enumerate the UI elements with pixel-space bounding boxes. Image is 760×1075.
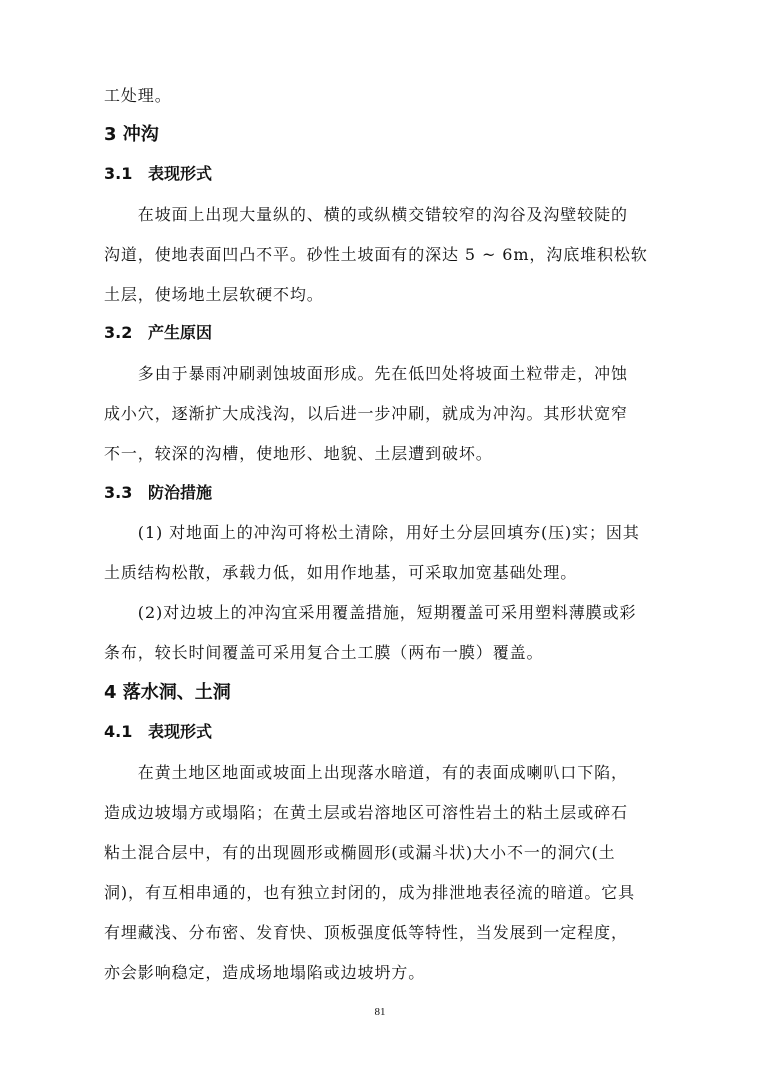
paragraph-line: (1) 对地面上的冲沟可将松土清除，用好土分层回填夯(压)实；因其 [104,523,640,542]
section-title: 表现形式 [148,722,213,741]
paragraph-line: (2)对边坡上的冲沟宜采用覆盖措施，短期覆盖可采用塑料薄膜或彩 [104,603,637,622]
section-number: 3.2 [104,323,133,342]
paragraph-line: 不一，较深的沟槽，使地形、地貌、土层遭到破坏。 [104,444,493,463]
section-number: 4.1 [104,722,133,741]
section-3-1-heading [104,164,212,184]
paragraph-line: 在坡面上出现大量纵的、横的或纵横交错较窄的沟谷及沟壁较陡的 [104,205,628,224]
section-4-heading: 4 落水洞、土洞 [104,682,231,703]
paragraph-line: 土层，使场地土层软硬不均。 [104,285,324,304]
paragraph-line: 在黄土地区地面或坡面上出现落水暗道，有的表面成喇叭口下陷， [104,763,628,782]
section-4-1-heading [104,722,212,742]
paragraph-line: 多由于暴雨冲刷剥蚀坡面形成。先在低凹处将坡面土粒带走，冲蚀 [104,364,628,383]
section-number: 3.3 [104,483,133,502]
section-title: 防治措施 [148,483,213,502]
paragraph-line: 土质结构松散，承载力低，如用作地基，可采取加宽基础处理。 [104,563,578,582]
paragraph-line: 粘土混合层中，有的出现圆形或椭圆形(或漏斗状)大小不一的洞穴(土 [104,843,616,862]
section-3-2-heading [104,323,212,343]
paragraph-line: 条布，较长时间覆盖可采用复合土工膜（两布一膜）覆盖。 [104,643,544,662]
paragraph-line: 洞)，有互相串通的，也有独立封闭的，成为排泄地表径流的暗道。它具 [104,883,636,902]
paragraph-line: 亦会影响稳定，造成场地塌陷或边坡坍方。 [104,963,426,982]
section-title: 产生原因 [148,323,213,342]
paragraph-line: 成小穴，逐渐扩大成浅沟，以后进一步冲刷，就成为冲沟。其形状宽窄 [104,404,628,423]
page-number: 81 [374,1006,386,1018]
paragraph-line: 沟道，使地表面凹凸不平。砂性土坡面有的深达 5 ~ 6m，沟底堆积松软 [104,245,648,264]
section-3-3-heading [104,483,212,503]
paragraph-line: 有埋藏浅、分布密、发育快、顶板强度低等特性，当发展到一定程度， [104,923,628,942]
section-title: 表现形式 [148,164,213,183]
section-number: 3.1 [104,164,133,183]
section-3-heading: 3 冲沟 [104,124,159,145]
paragraph-line: 工处理。 [104,86,172,105]
paragraph-line: 造成边坡塌方或塌陷；在黄土层或岩溶地区可溶性岩土的粘土层或碎石 [104,803,628,822]
